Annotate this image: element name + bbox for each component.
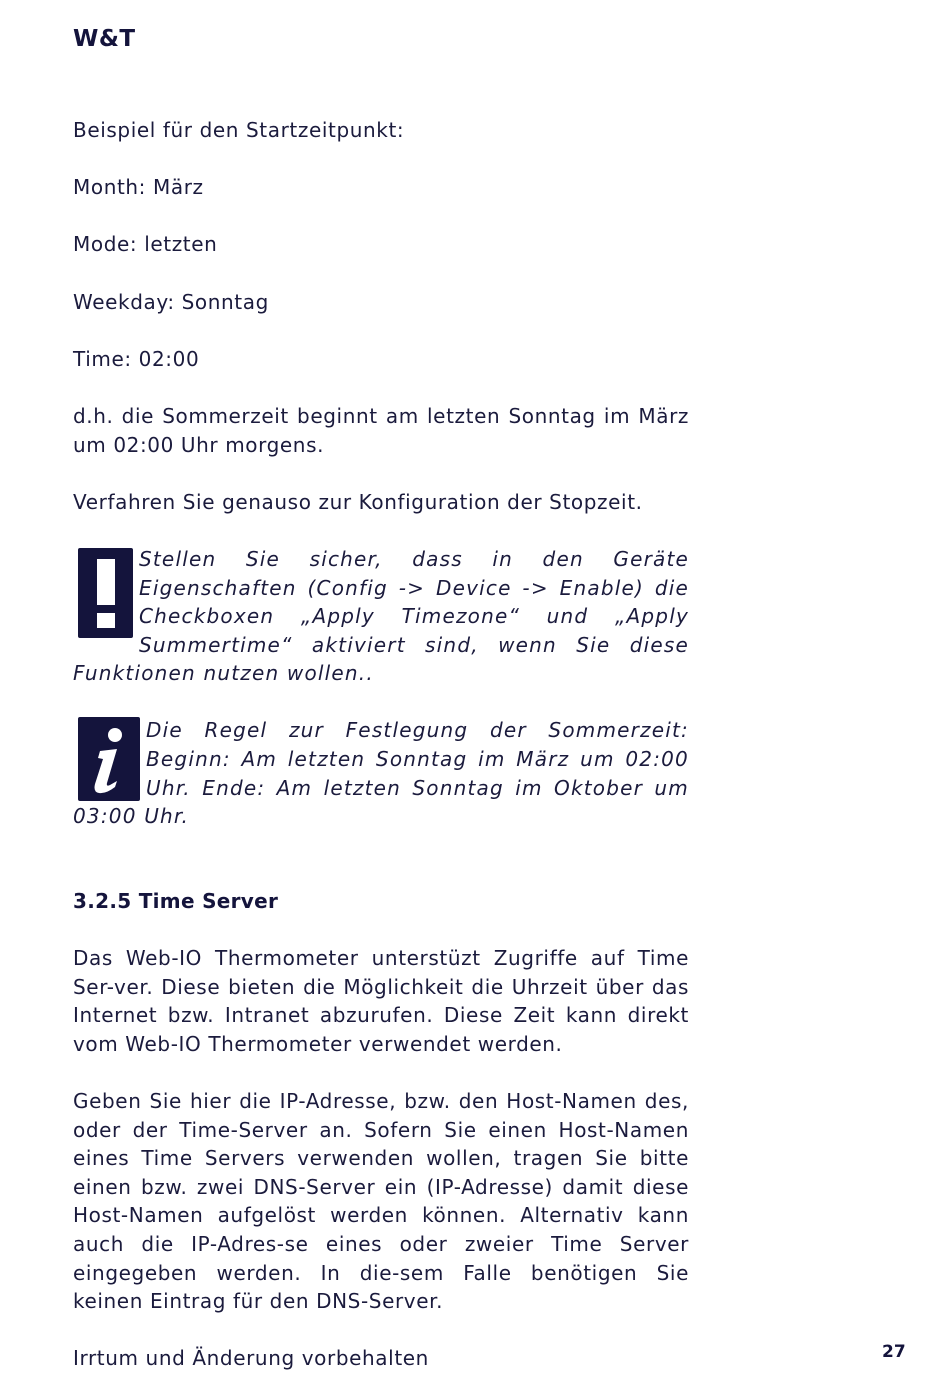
warning-note-text: Stellen Sie sicher, dass in den Geräte Eigenschaften (Config -> Device -> Enable) die Checkboxen „Apply Timezone“ und „Apply Summertime“ aktiviert sind, wenn Sie diese Funktionen nutzen wollen.. — [73, 546, 689, 686]
time-line: Time: 02:00 — [73, 346, 200, 371]
warning-note — [73, 545, 689, 688]
section-heading: 3.2.5 Time Server — [73, 888, 279, 913]
brand-logo: W&T — [73, 26, 136, 52]
paragraph-1: Das Web-IO Thermometer unterstüzt Zugriffe auf Time Ser-ver. Diese bieten die Möglichkeit die Uhrzeit über das Internet bzw. Intranet abzurufen. Diese Zeit kann direkt vom Web-IO Thermometer verwendet werden. — [73, 946, 689, 1056]
weekday-line: Weekday: Sonntag — [73, 289, 269, 314]
stop-time-text: Verfahren Sie genauso zur Konfiguration der Stopzeit. — [73, 489, 643, 514]
mode-line: Mode: letzten — [73, 232, 218, 257]
explanation-text: d.h. die Sommerzeit beginnt am letzten Sonntag im März um 02:00 Uhr morgens. — [73, 403, 689, 457]
page-content — [73, 116, 689, 1344]
info-icon — [78, 717, 140, 801]
exclamation-icon — [78, 548, 133, 638]
footer-disclaimer: Irrtum und Änderung vorbehalten — [73, 1346, 429, 1370]
intro-text: Beispiel für den Startzeitpunkt: — [73, 118, 405, 142]
page-number: 27 — [882, 1342, 906, 1362]
month-line: Month: März — [73, 175, 204, 200]
paragraph-2: Geben Sie hier die IP-Adresse, bzw. den Host-Namen des, oder der Time-Server an. Sofern Sie einen Host-Namen eines Time Servers verwenden wollen, tragen Sie bitte einen bzw. zwei DNS-Server ein (IP-Adresse) damit diese Host-Namen aufgelöst werden können. Alternativ kann auch die IP-Adres-se eines oder zweier Time Server eingegeben werden. In die-sem Falle benötigen Sie keinen Eintrag für den DNS-Server. — [73, 1089, 689, 1314]
info-note-text: Die Regel zur Festlegung der Sommerzeit: Beginn: Am letzten Sonntag im März um 02:00 Uhr. Ende: Am letzten Sonntag im Oktober um 03:00 Uhr. — [73, 718, 689, 829]
info-note — [73, 716, 689, 830]
